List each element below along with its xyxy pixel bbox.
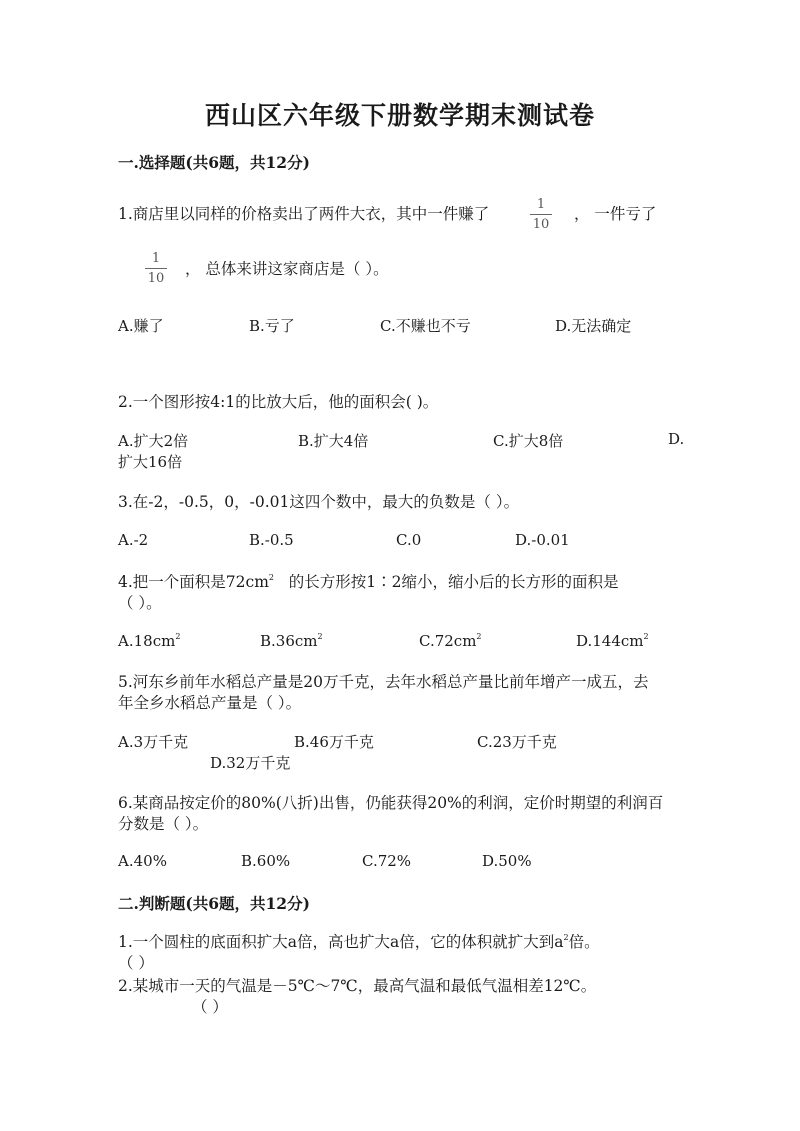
q2-option-d[interactable]: D.	[668, 430, 685, 448]
q2-option-c[interactable]: C.扩大8倍	[493, 432, 564, 450]
q2-option-d-continued: 扩大16倍	[118, 453, 183, 471]
q6-option-b[interactable]: B.60%	[241, 852, 291, 870]
section-heading-choice: 一.选择题(共6题，共12分)	[118, 153, 310, 172]
q1-option-a[interactable]: A.赚了	[118, 317, 164, 335]
fraction-2-numerator: 1	[151, 251, 161, 266]
q6-option-d[interactable]: D.50%	[482, 852, 532, 870]
question-4-line1-a: 4.把一个面积是72cm	[118, 573, 269, 591]
q2-option-a[interactable]: A.扩大2倍	[118, 432, 189, 450]
superscript-2: 2	[175, 632, 181, 641]
section-heading-judgment: 二.判断题(共6题，共12分)	[118, 894, 310, 913]
q6-option-c[interactable]: C.72%	[362, 852, 412, 870]
question-1-text-part1: 1.商店里以同样的价格卖出了两件大衣，其中一件赚了	[118, 205, 490, 223]
q4-option-c[interactable]	[419, 632, 482, 650]
question-2-text: 2.一个图形按4:1的比放大后，他的面积会( )。	[118, 393, 439, 411]
question-5-line1: 5.河东乡前年水稻总产量是20万千克，去年水稻总产量比前年增产一成五，去	[118, 673, 649, 691]
q4-option-b-label: B.36cm	[260, 632, 318, 650]
fraction-1-denominator: 10	[532, 217, 550, 232]
fraction-1	[530, 198, 552, 231]
judgment-2-answer-blank[interactable]: （ ）	[192, 998, 228, 1016]
question-5-line2: 年全乡水稻总产量是（ ）。	[118, 694, 302, 712]
judgment-1-line1-a: 1.一个圆柱的底面积扩大a倍，高也扩大a倍，它的体积就扩大到a	[118, 933, 564, 951]
fraction-2-denominator: 10	[147, 271, 165, 286]
fraction-1-bar	[530, 214, 552, 215]
question-4-line2: （ ）。	[118, 594, 162, 612]
judgment-1-answer-blank[interactable]: （ ）	[118, 954, 154, 972]
judgment-2-line1: 2.某城市一天的气温是－5℃～7℃，最高气温和最低气温相差12℃。	[118, 977, 597, 995]
question-6-line2: 分数是（ ）。	[118, 815, 209, 833]
page-title: 西山区六年级下册数学期末测试卷	[204, 101, 595, 130]
q1-option-c[interactable]: C.不赚也不亏	[380, 317, 471, 335]
judgment-1-line1-b: 倍。	[568, 933, 600, 951]
q4-option-d-label: D.144cm	[576, 632, 644, 650]
q5-option-b[interactable]: B.46万千克	[294, 733, 374, 751]
q6-option-a[interactable]: A.40%	[118, 852, 167, 870]
superscript-2: 2	[317, 632, 323, 641]
question-1-text-part2: ， 一件亏了	[574, 205, 657, 223]
fraction-2	[145, 252, 167, 285]
superscript-2: 2	[563, 933, 569, 942]
q2-option-b[interactable]: B.扩大4倍	[298, 432, 369, 450]
question-4-line1	[118, 570, 619, 592]
question-3-text: 3.在-2，-0.5，0，-0.01这四个数中，最大的负数是（ ）。	[118, 493, 520, 511]
superscript-2: 2	[643, 632, 649, 641]
q4-option-d[interactable]	[576, 632, 649, 650]
fraction-2-bar	[145, 268, 167, 269]
question-4-line1-b: 的长方形按1∶2缩小，缩小后的长方形的面积是	[288, 573, 619, 591]
q4-option-c-label: C.72cm	[419, 632, 477, 650]
q3-option-d[interactable]: D.-0.01	[515, 531, 570, 549]
q1-option-b[interactable]: B.亏了	[249, 317, 295, 335]
q5-option-d[interactable]: D.32万千克	[210, 754, 291, 772]
q3-option-a[interactable]: A.-2	[118, 531, 149, 549]
q5-option-c[interactable]: C.23万千克	[477, 733, 557, 751]
superscript-2: 2	[476, 632, 482, 641]
q1-option-d[interactable]: D.无法确定	[555, 317, 632, 335]
question-6-line1: 6.某商品按定价的80%(八折)出售，仍能获得20%的利润，定价时期望的利润百	[118, 794, 664, 812]
fraction-1-numerator: 1	[536, 197, 546, 212]
q5-option-a[interactable]: A.3万千克	[118, 733, 189, 751]
judgment-1-line1	[118, 930, 600, 952]
q4-option-a[interactable]	[118, 632, 180, 650]
q3-option-c[interactable]: C.0	[396, 531, 422, 549]
q3-option-b[interactable]: B.-0.5	[249, 531, 294, 549]
superscript-2: 2	[268, 573, 274, 582]
question-1-text-part3: ， 总体来讲这家商店是（ ）。	[185, 260, 389, 278]
q4-option-b[interactable]	[260, 632, 323, 650]
q4-option-a-label: A.18cm	[118, 632, 176, 650]
